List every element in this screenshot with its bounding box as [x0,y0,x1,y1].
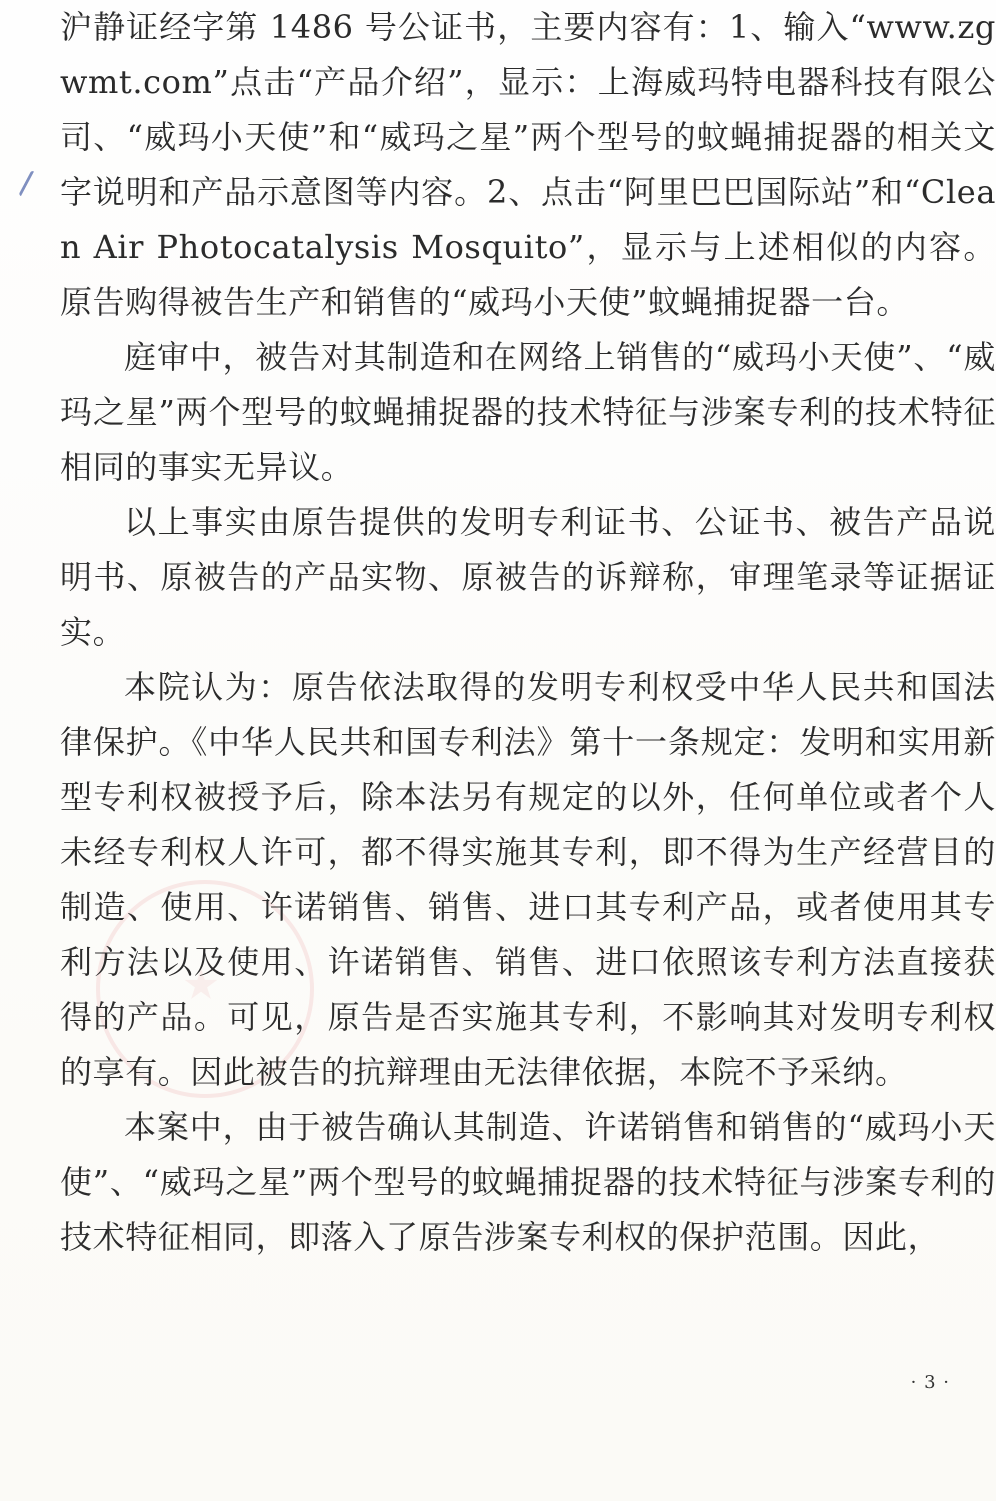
paragraph-case-analysis: 本案中，由于被告确认其制造、许诺销售和销售的“威玛小天使”、“威玛之星”两个型号的蚊蝇捕捉器的技术特征与涉案专利的技术特征相同，即落入了原告涉案专利权的保护范围。因此， [60,1108,996,1256]
paragraph-continued: 沪静证经字第 1486 号公证书，主要内容有：1、输入“www.zgwmt.com”点击“产品介绍”，显示：上海威玛特电器科技有限公司、“威玛小天使”和“威玛之星”两个型号的蚊蝇捕捉器的相关文字说明和产品示意图等内容。2、点击“阿里巴巴国际站”和“Clean Air Photocatalysis Mosquito”，显示与上述相似的内容。原告购得被告生产和销售的“威玛小天使”蚊蝇捕捉器一台。 [60,8,996,321]
page-number: · 3 · [910,1372,950,1393]
document-body [60,0,996,1265]
paragraph-evidence: 以上事实由原告提供的发明专利证书、公证书、被告产品说明书、原被告的产品实物、原被告的诉辩称，审理笔录等证据证实。 [60,503,996,651]
paragraph-trial-statement: 庭审中，被告对其制造和在网络上销售的“威玛小天使”、“威玛之星”两个型号的蚊蝇捕捉器的技术特征与涉案专利的技术特征相同的事实无异议。 [60,338,996,486]
paragraph-court-opinion: 本院认为：原告依法取得的发明专利权受中华人民共和国法律保护。《中华人民共和国专利法》第十一条规定：发明和实用新型专利权被授予后，除本法另有规定的以外，任何单位或者个人未经专利权人许可，都不得实施其专利，即不得为生产经营目的制造、使用、许诺销售、销售、进口其专利产品，或者使用其专利方法以及使用、许诺销售、销售、进口依照该专利方法直接获得的产品。可见，原告是否实施其专利，不影响其对发明专利权的享有。因此被告的抗辩理由无法律依据，本院不予采纳。 [60,668,996,1091]
pen-mark [18,170,44,202]
